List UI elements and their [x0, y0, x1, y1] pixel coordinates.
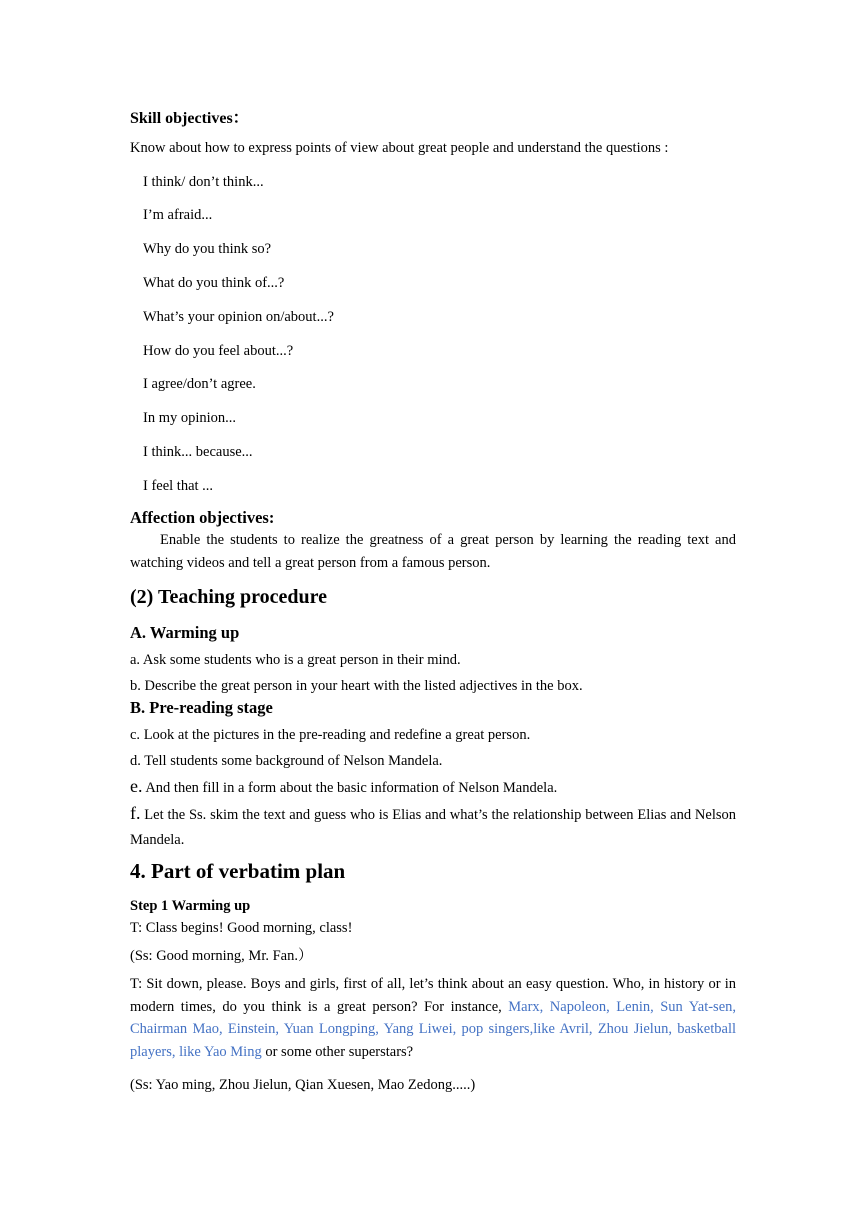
phrase-item: I feel that ... — [143, 478, 214, 494]
pre-reading-heading: B. Pre-reading stage — [130, 698, 273, 717]
phrase-item: I’m afraid... — [143, 207, 213, 223]
item-marker: d. — [130, 753, 141, 769]
phrase-item: In my opinion... — [143, 410, 237, 426]
skill-objectives-intro: Know about how to express points of view about great people and understand the questions : — [130, 140, 669, 156]
verbatim-plan-heading: 4. Part of verbatim plan — [130, 859, 346, 883]
step-1-heading: Step 1 Warming up — [130, 898, 251, 914]
pre-reading-item — [130, 751, 442, 771]
dialogue-line: T: Class begins! Good morning, class! — [130, 920, 353, 936]
affection-objectives-text: Enable the students to realize the greatness of a great person by learning the reading text and watching videos and tell a great person from a famous person. — [130, 532, 736, 571]
dialogue-line: (Ss: Good morning, Mr. Fan.） — [130, 948, 313, 964]
warming-up-item: b. Describe the great person in your heart with the listed adjectives in the box. — [130, 678, 583, 694]
phrase-item: I think/ don’t think... — [143, 174, 264, 190]
phrase-item: What do you think of...? — [143, 275, 285, 291]
affection-objectives-heading: Affection objectives: — [130, 508, 275, 527]
skill-objectives-heading: Skill objectives： — [130, 110, 249, 127]
pre-reading-item — [130, 801, 736, 853]
great-people-examples: Marx, Napoleon, Lenin, Sun Yat-sen, Chairman Mao, Einstein, Yuan Longping, Yang Liwei, pop singers,like Avril, Zhou Jielun, basketball players, like Yao Ming — [130, 998, 737, 1060]
phrase-item: What’s your opinion on/about...? — [143, 309, 334, 325]
teacher-question-text: T: Sit down, please. Boys and girls, first of all, let’s think about an easy question. Who, in history or in modern times, do you think is a great person? For instance, — [130, 976, 736, 1015]
item-text: Let the Ss. skim the text and guess who is Elias and what’s the relationship between Elias and Nelson Mandela. — [130, 807, 736, 848]
item-text: Look at the pictures in the pre-reading and redefine a great person. — [140, 727, 531, 743]
phrase-item: How do you feel about...? — [143, 343, 294, 359]
phrase-item: I think... because... — [143, 444, 253, 460]
teacher-question-paragraph — [130, 973, 736, 1063]
warming-up-heading: A. Warming up — [130, 623, 240, 642]
warming-up-item: a. Ask some students who is a great person in their mind. — [130, 652, 461, 668]
teacher-question-ending: or some other superstars? — [261, 1043, 414, 1060]
pre-reading-item — [130, 776, 557, 798]
phrase-item: Why do you think so? — [143, 241, 272, 257]
pre-reading-item — [130, 725, 530, 745]
phrase-item: I agree/don’t agree. — [143, 376, 256, 392]
students-answer: (Ss: Yao ming, Zhou Jielun, Qian Xuesen, Mao Zedong.....) — [130, 1077, 476, 1093]
item-text: Tell students some background of Nelson Mandela. — [140, 753, 443, 769]
item-marker: c. — [130, 727, 141, 743]
item-marker: f. — [130, 803, 141, 823]
item-marker: e. — [130, 776, 143, 796]
item-text: And then fill in a form about the basic information of Nelson Mandela. — [142, 780, 558, 796]
teaching-procedure-heading: (2) Teaching procedure — [130, 586, 328, 608]
